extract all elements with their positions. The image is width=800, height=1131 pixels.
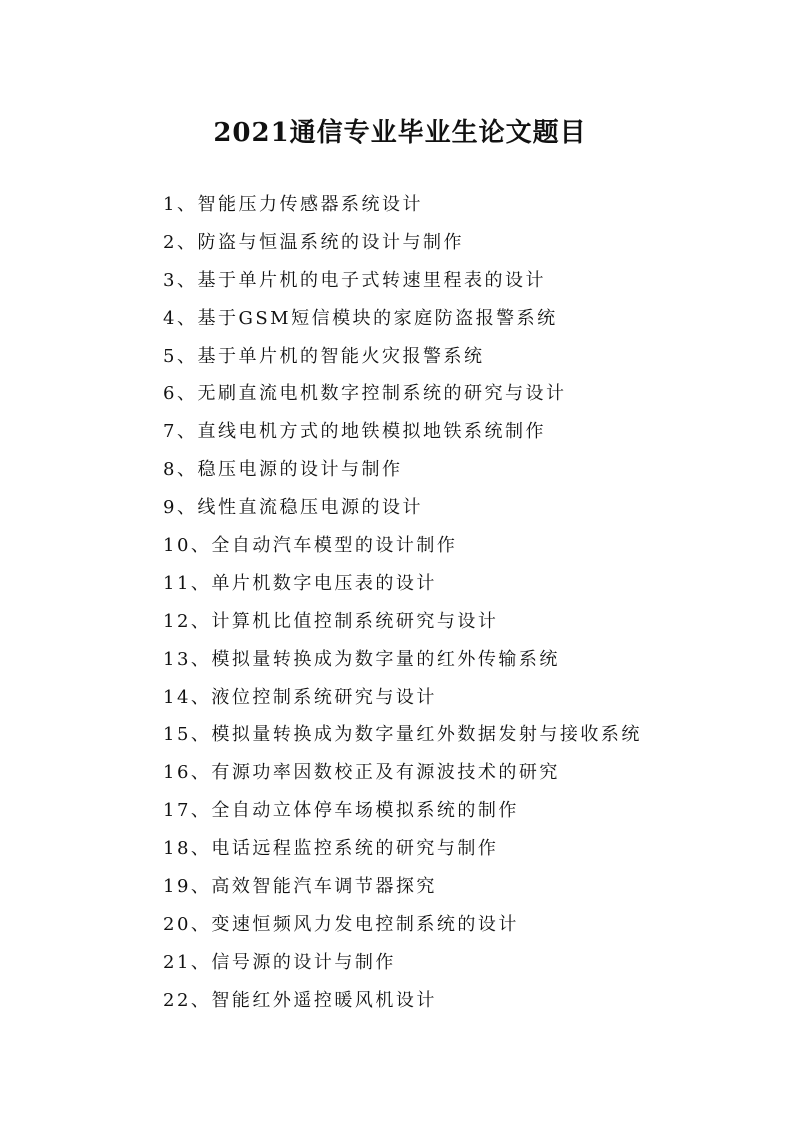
list-item: 19、高效智能汽车调节器探究 [163,876,437,898]
list-item: 13、模拟量转换成为数字量的红外传输系统 [163,648,560,670]
list-item: 7、直线电机方式的地铁模拟地铁系统制作 [163,421,546,443]
list-item: 8、稳压电源的设计与制作 [163,459,403,481]
list-item: 10、全自动汽车模型的设计制作 [163,535,458,557]
list-item: 6、无刷直流电机数字控制系统的研究与设计 [163,383,567,405]
list-item: 11、单片机数字电压表的设计 [163,572,437,594]
list-item: 18、电话远程监控系统的研究与制作 [163,838,499,860]
page-title: 2021通信专业毕业生论文题目 [213,118,587,149]
list-item: 5、基于单片机的智能火灾报警系统 [163,345,485,367]
list-item: 1、智能压力传感器系统设计 [163,194,423,215]
thesis-topic-list [163,186,763,1020]
list-item: 15、模拟量转换成为数字量红外数据发射与接收系统 [163,724,642,746]
list-item: 3、基于单片机的电子式转速里程表的设计 [163,269,546,291]
list-item: 9、线性直流稳压电源的设计 [163,497,423,519]
list-item: 20、变速恒频风力发电控制系统的设计 [163,913,519,935]
list-item: 21、信号源的设计与制作 [163,951,396,973]
list-item: 4、基于GSM短信模块的家庭防盗报警系统 [163,307,558,329]
list-item: 22、智能红外遥控暖风机设计 [163,989,437,1011]
list-item: 16、有源功率因数校正及有源波技术的研究 [163,762,560,784]
list-item: 17、全自动立体停车场模拟系统的制作 [163,800,519,822]
list-item: 2、防盗与恒温系统的设计与制作 [163,231,464,253]
list-item: 12、计算机比值控制系统研究与设计 [163,610,499,632]
list-item: 14、液位控制系统研究与设计 [163,686,437,708]
